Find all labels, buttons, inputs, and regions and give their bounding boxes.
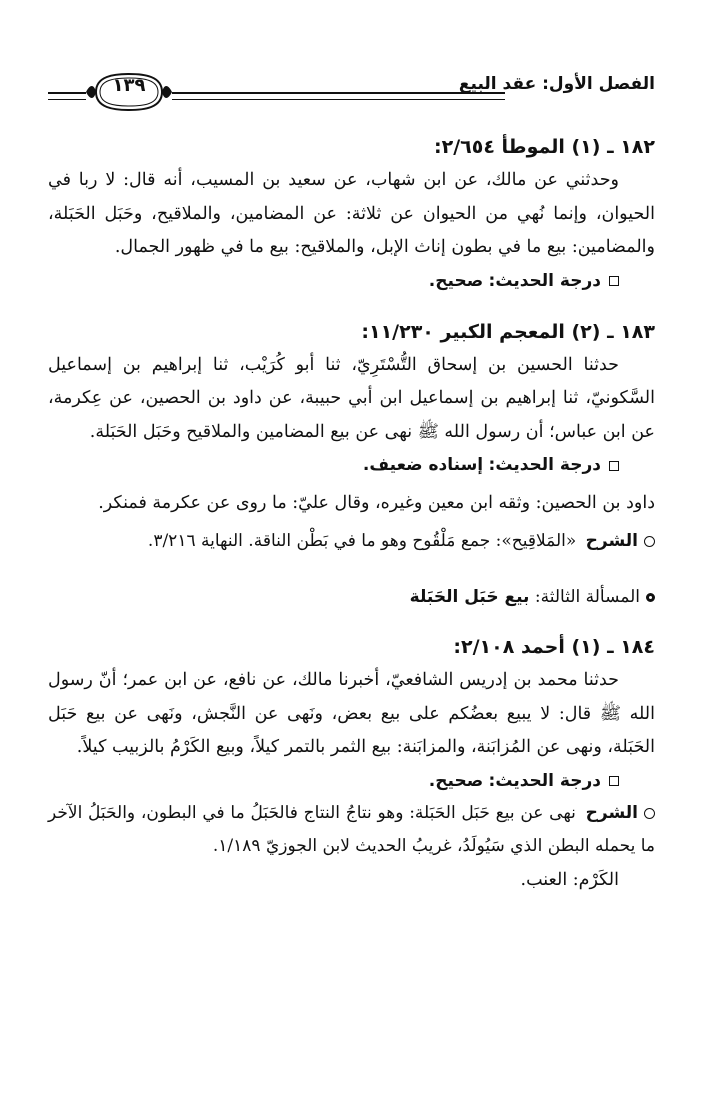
hadith-grade-183 xyxy=(48,449,619,481)
square-bullet-icon xyxy=(609,461,619,471)
hadith-text-183: حدثنا الحسين بن إسحاق التُّسْتَرِيّ، ثنا أبو كُرَيْب، ثنا إبراهيم بن إسماعيل السَّكونيّ، ثنا إبراهيم بن إسماعيل ابن أبي حبيبة، عن داود بن الحصين، عن عِكرمة، عن ابن عباس؛ أن رسول الله ﷺ نهى عن بيع المضامين والملاقيح وحَبَل الحَبَلة. xyxy=(48,354,655,442)
hadith-grade-182 xyxy=(48,265,619,297)
square-bullet-icon xyxy=(609,276,619,286)
grade-value: إسناده ضعيف. xyxy=(362,455,484,475)
gloss-karm: الكَرْم: العنب. xyxy=(520,869,619,890)
grade-label: درجة الحديث: xyxy=(488,770,601,791)
circle-bullet-icon xyxy=(644,808,655,819)
narrator-note: داود بن الحصين: وثقه ابن معين وغيره، وقال عليّ: ما روى عن عكرمة فمنكر. xyxy=(98,493,655,513)
grade-value: صحيح. xyxy=(428,270,484,291)
square-bullet-icon xyxy=(609,776,619,786)
circle-bullet-icon xyxy=(644,536,655,547)
sharh-text: نهى عن بيع حَبَل الحَبَلة: وهو نتاجُ النتاج فالحَبَلُ ما في البطون، والحَبَلُ الآخر ما يحمله البطن الذي سَيُولَدُ، غريبُ الحديث لابن الجوزيّ ١/١٨٩. xyxy=(48,802,655,856)
issue-label: المسألة الثالثة: xyxy=(534,587,640,607)
sharh-183 xyxy=(48,525,655,559)
header-rule xyxy=(172,92,505,100)
sharh-184 xyxy=(48,797,655,864)
page-number: ١٣٩ xyxy=(112,75,146,96)
hadith-grade-184 xyxy=(48,765,619,797)
grade-label: درجة الحديث: xyxy=(488,455,601,475)
hadith-heading-182: ١٨٢ ـ (١) الموطأ ٢/٦٥٤: xyxy=(433,136,655,158)
grade-value: صحيح. xyxy=(428,770,484,791)
ring-bullet-icon xyxy=(646,593,655,602)
hadith-heading-183: ١٨٣ ـ (٢) المعجم الكبير ١١/٢٣٠: xyxy=(361,320,655,343)
sharh-label: الشرح xyxy=(585,802,638,823)
hadith-heading-184: ١٨٤ ـ (١) أحمد ٢/١٠٨: xyxy=(453,636,655,658)
page xyxy=(48,64,655,897)
grade-label: درجة الحديث: xyxy=(488,270,601,291)
header-rule-left xyxy=(48,92,86,100)
hadith-text-184: حدثنا محمد بن إدريس الشافعيّ، أخبرنا مالك، عن نافع، عن ابن عمر؛ أنّ رسول الله ﷺ قال: لا يبيع بعضُكم على بيع بعض، ونَهى عن النَّجش، ونَهى عن بيع حَبَل الحَبَلة، ونهى عن المُزابَنة، والمزابَنة: بيع الثمر بالتمر كيلاً، وبيع الكَرْمُ بالزبيب كيلاً. xyxy=(48,670,655,757)
hadith-text-182: وحدثني عن مالك، عن ابن شهاب، عن سعيد بن المسيب، أنه قال: لا ربا في الحيوان، وإنما نُهي من الحيوان عن ثلاثة: عن المضامين، والملاقيح، وحَبَل الحَبَلة، والمضامين: بيع ما في بطون إناث الإبل، والملاقيح: بيع ما في ظهور الجمال. xyxy=(48,170,655,257)
sharh-label: الشرح xyxy=(585,530,638,551)
issue-title: بيع حَبَل الحَبَلة xyxy=(409,587,530,607)
chapter-title: الفصل الأول: عقد البيع xyxy=(458,74,655,94)
running-header xyxy=(48,64,655,116)
issue-heading xyxy=(48,580,655,614)
sharh-text: «المَلاقِيح»: جمع مَلْقُوح وهو ما في بَطْن الناقة. النهاية ٣/٢١٦. xyxy=(147,530,577,551)
